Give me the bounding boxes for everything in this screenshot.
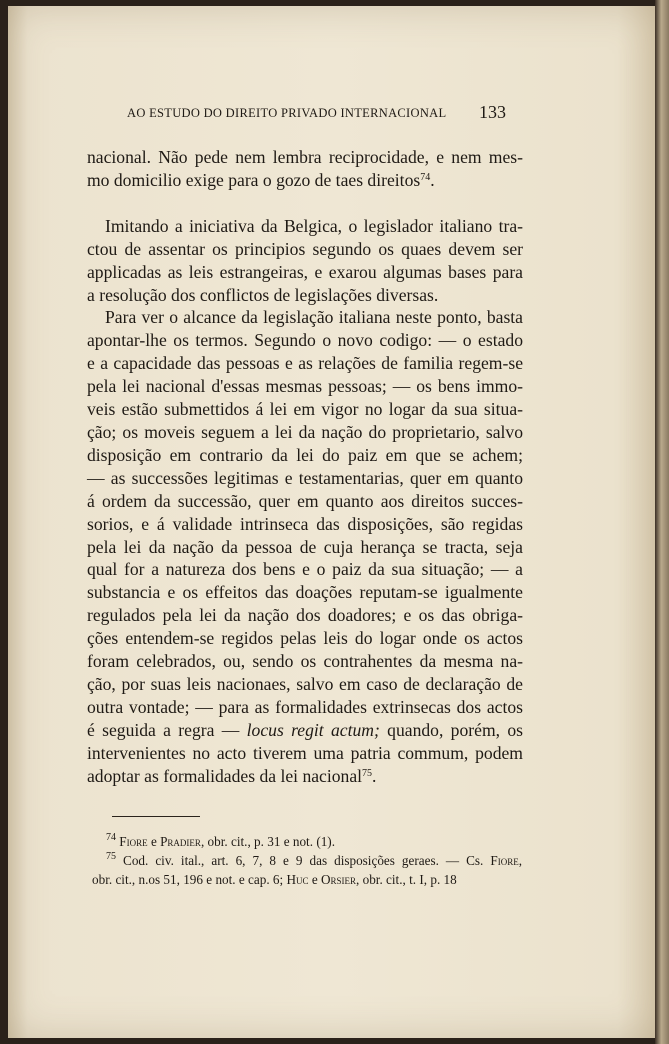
text-line: nacional. Não pede nem lembra reciprocidade, e nem mes- [87, 147, 523, 167]
text-line: ção, por suas leis nacionaes, salvo em caso de declaração de [87, 673, 523, 694]
footnote-75-continued: obr. cit., n.os 51, 196 e not. e cap. 6; Huc e Orsier, obr. cit., t. I, p. 18 [92, 872, 457, 887]
page-edge [655, 0, 669, 1044]
running-title: AO ESTUDO DO DIREITO PRIVADO INTERNACIONAL [127, 106, 447, 120]
text-line: — as successões legitimas e testamentarias, quer em quanto [87, 467, 523, 488]
text-line: veis estão submettidos á lei em vigor no logar da sua situa- [87, 399, 523, 420]
footnote-ref-75: 75 [362, 767, 373, 779]
footnote-75: $^{75}$ Cod. civ. ital., art. 6, 7, 8 e 9 das disposições geraes. — Cs. Fiore, [106, 851, 523, 868]
text-line: e a capacidade das pessoas e as relações de familia regem-se [87, 353, 523, 374]
footnote-marker: 74 [106, 832, 116, 843]
text-line: pela lei nacional d'essas mesmas pessoas; — os bens immo- [87, 376, 523, 397]
text-line: ção; os moveis seguem a lei da nação do proprietario, salvo [87, 421, 523, 442]
text-line: qual for a natureza dos bens e o paiz da sua situação; — a [87, 559, 523, 580]
text-line: disposição em contrario da lei do paiz em que se achem; [87, 444, 523, 465]
text-line: á ordem da successão, quer em quanto aos direitos succes- [87, 490, 523, 511]
paragraph-2 [87, 215, 523, 307]
text-line: é seguida a regra — locus regit actum; quando, porém, os [87, 719, 523, 740]
text-line: Imitando a iniciativa da Belgica, o legislador italiano tra- [105, 215, 523, 236]
text-line: mo domicilio exige para o gozo de taes direitos$^{74}$. [87, 169, 435, 190]
paragraph-3 [87, 306, 523, 787]
footnote-ref-74: 74 [420, 171, 431, 183]
text-line: pela lei da nação da pessoa de cuja herança se tracta, seja [87, 536, 523, 557]
text-line: regulados pela lei da nação dos doadores; e os das obriga- [87, 605, 523, 626]
text-line: substancia e os effeitos das doações reputam-se igualmente [87, 582, 523, 603]
paragraph-1 [87, 146, 523, 192]
running-header [127, 104, 537, 124]
body-text [87, 146, 523, 787]
text-line: ções entendem-se regidos pelas leis do logar onde os actos [87, 628, 523, 649]
text-line: applicadas as leis estrangeiras, e exarou algumas bases para [87, 261, 523, 282]
text-line: intervenientes no acto tiverem uma patria commum, podem [87, 742, 523, 763]
page-number: 133 [479, 102, 506, 122]
text-line: apontar-lhe os termos. Segundo o novo codigo: — o estado [87, 330, 523, 351]
footnote-marker: 75 [106, 851, 116, 862]
footnote-divider [112, 816, 200, 817]
text-line: foram celebrados, ou, sendo os contrahentes da mesma na- [87, 651, 523, 672]
footnote-74: $^{74}$ Fiore e Pradier, obr. cit., p. 31 e not. (1). [106, 832, 335, 849]
text-line: a resolução dos conflictos de legislações diversas. [87, 284, 439, 305]
text-line: Para ver o alcance da legislação italiana neste ponto, basta [105, 307, 523, 328]
footnotes [92, 832, 522, 889]
text-line: outra vontade; — para as formalidades extrinsecas dos actos [87, 696, 523, 717]
text-line: ctou de assentar os principios segundo os quaes devem ser [87, 238, 523, 259]
latin-maxim: locus regit actum; [246, 719, 380, 740]
text-line: sorios, e á validade intrinseca das disposições, são regidas [87, 513, 523, 534]
text-line: adoptar as formalidades da lei nacional$^{75}$. [87, 765, 377, 786]
